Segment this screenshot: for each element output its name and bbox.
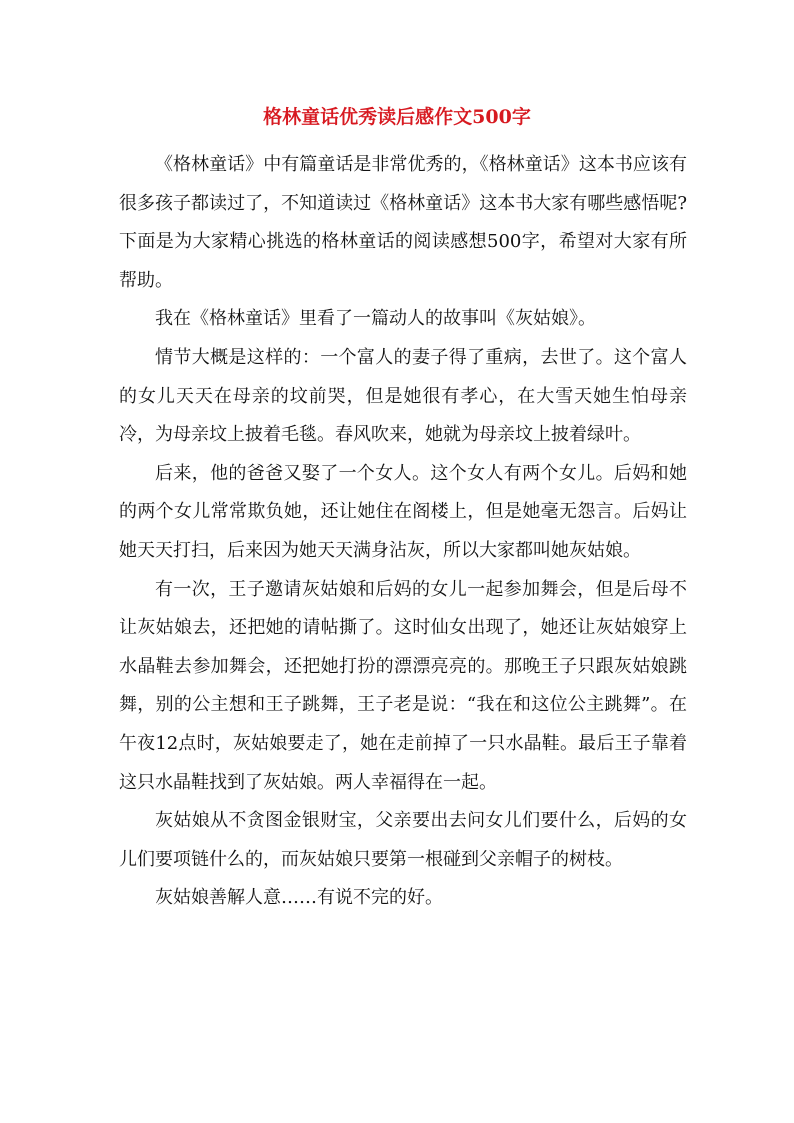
paragraph-plot: 情节大概是这样的：一个富人的妻子得了重病，去世了。这个富人的女儿天天在母亲的坟前哭，但是她很有孝心，在大雪天她生怕母亲冷，为母亲坟上披着毛毯。春风吹来，她就为母亲坟上披着绿叶。 <box>119 346 687 446</box>
paragraph-stepmother: 后来，他的爸爸又娶了一个女人。这个女人有两个女儿。后妈和她的两个女儿常常欺负她，还让她住在阁楼上，但是她毫无怨言。后妈让她天天打扫，后来因为她天天满身沾灰，所以大家都叫她灰姑娘。 <box>119 462 687 561</box>
paragraph-virtue: 灰姑娘从不贪图金银财宝，父亲要出去问女儿们要什么，后妈的女儿们要项链什么的，而灰姑娘只要第一根碰到父亲帽子的树枝。 <box>119 810 687 870</box>
paragraph-intro: 《格林童话》中有篇童话是非常优秀的，《格林童话》这本书应该有很多孩子都读过了，不知道读过《格林童话》这本书大家有哪些感悟呢?下面是为大家精心挑选的格林童话的阅读感想500字，希望对大家有所帮助。 <box>119 154 687 291</box>
paragraph-closing: 灰姑娘善解人意……有说不完的好。 <box>155 887 443 909</box>
paragraph-ball: 有一次，王子邀请灰姑娘和后妈的女儿一起参加舞会，但是后母不让灰姑娘去，还把她的请帖撕了。这时仙女出现了，她还让灰姑娘穿上水晶鞋去参加舞会，还把她打扮的漂漂亮亮的。那晚王子只跟灰姑娘跳舞，别的公主想和王子跳舞，王子老是说：“我在和这位公主跳舞”。在午夜12点时，灰姑娘要走了，她在走前掉了一只水晶鞋。最后王子靠着这只水晶鞋找到了灰姑娘。两人幸福得在一起。 <box>119 578 687 793</box>
paragraph-story-intro: 我在《格林童话》里看了一篇动人的故事叫《灰姑娘》。 <box>155 308 596 330</box>
document-title: 格林童话优秀读后感作文500字 <box>263 106 531 128</box>
article-body <box>119 146 687 918</box>
